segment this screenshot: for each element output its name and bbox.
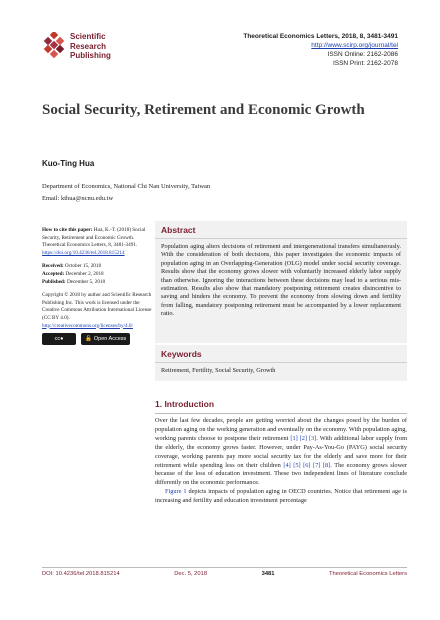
cite-label: How to cite this paper: [42,227,93,233]
received-date: October 15, 2018 [64,263,102,270]
cite-doi-link[interactable]: https://doi.org/10.4236/tel.2018.815214 [42,249,125,256]
issn-print: ISSN Print: 2162-2078 [332,60,398,67]
publisher-line: Publishing [70,51,111,60]
publisher-line: Research [70,41,107,51]
license-badges [42,333,152,345]
introduction-body [155,417,407,506]
keywords-heading: Keywords [155,345,407,363]
reference-link[interactable]: [4] [5] [6] [7] [8] [283,461,331,469]
intro-paragraph-2 [155,488,407,506]
intro-text: . With additional labor supply from the elderly, the economy grows faster. However, under Pay-As-You-Go (PAYG) social security coverage, working parents pay more social security tax for the elderly and save more for their retirement while spending less on their children [155,434,407,469]
figure-reference-link[interactable]: Figure 1 [165,488,187,496]
published-date: December 5, 2018 [66,278,106,285]
footer-journal: Theoretical Economics Letters [329,571,407,577]
journal-info [243,32,398,68]
keywords-text: Retirement, Fertility, Social Security, Growth [161,367,276,374]
published-label: Published: [42,278,66,285]
abstract-heading: Abstract [155,221,407,239]
publisher-line: Scientific [70,32,106,41]
author-email: Email: kthua@ncnu.edu.tw [42,195,114,202]
journal-citation: Theoretical Economics Letters, 2018, 8, 3481-3491 [243,33,398,40]
author-name: Kuo-Ting Hua [42,159,95,168]
received-label: Received: [42,263,64,270]
citation-block [42,227,152,257]
issn-online: ISSN Online: 2162-2086 [327,51,398,58]
publisher-name [70,32,111,61]
abstract-text: Population aging alters decisions of retirement and intergenerational transfers simultaneously. With the consideration of both decisions, this paper investigates the economic impacts of population aging in an Overlapping-Generation (OLG) model under social security coverage. Results show that the economy grows slower with voluntarily increased elderly labor supply than otherwise. Ignoring the interactions between these decisions may lead to a serious mis-estimation. Results also show that mandatory postponing retirement creates disincentive to saving and hinders the economy. To prevent the economy from slowing down and fertility from falling, mandatory postponing retirement must be accompanied by a lower replacement ratio. [161,243,401,318]
journal-url-link[interactable]: http://www.scirp.org/journal/tel [311,42,398,49]
footer-divider [42,567,407,568]
section-heading-introduction: 1. Introduction [155,399,215,409]
footer-date: Dec. 5, 2018 [174,571,208,577]
page-footer [42,571,407,577]
affiliation: Department of Economics, National Chi Nan University, Taiwan [42,183,211,190]
open-access-label: Open Access [93,336,127,343]
article-info-column [42,227,152,345]
intro-paragraph-1 [155,417,407,488]
section-divider [155,413,407,414]
cite-text: Hua, K.-T. (2018) Social Security, Retirement and Economic Growth. Theoretical Economics Letters, 8, 3481-3491. [42,227,146,249]
footer-doi: DOI: 10.4236/tel.2018.815214 [42,571,120,577]
affiliation-block [42,181,210,205]
paper-title: Social Security, Retirement and Economic Growth [42,102,365,118]
accepted-label: Accepted: [42,270,65,277]
scirp-logo [42,32,66,58]
intro-text: depicts impacts of population aging in OECD countries. Notice that retirement age is increasing and fertility and education investment percentage [155,488,407,505]
intro-text: Over the last few decades, people are getting worried about the changes posed by the burden of population aging on the working generation and eventually on the economy. With population aging, working parents choose to postpone their retirement [155,417,407,442]
reference-link[interactable]: [1] [2] [3] [290,434,317,442]
copyright-block [42,292,152,345]
intro-text: . The economy grows slower because of the loss of education investment. These two independent lines of literature conclude differently on the economic performance. [155,461,408,487]
open-access-badge[interactable] [81,333,130,345]
lock-icon: 🔓 [85,336,92,343]
license-link[interactable]: http://creativecommons.org/licenses/by/4.0/ [42,322,133,329]
copyright-text: Copyright © 2018 by author and Scientific Research Publishing Inc. This work is licensed under the Creative Commons Attribution International License (CC BY 4.0). [42,292,152,321]
abstract-box [155,221,407,343]
accepted-date: December 2, 2018 [65,270,104,277]
keywords-box [155,345,407,381]
dates-block [42,263,152,286]
page-number: 3481 [261,571,275,577]
cc-by-badge-icon[interactable]: cc● [42,333,76,345]
